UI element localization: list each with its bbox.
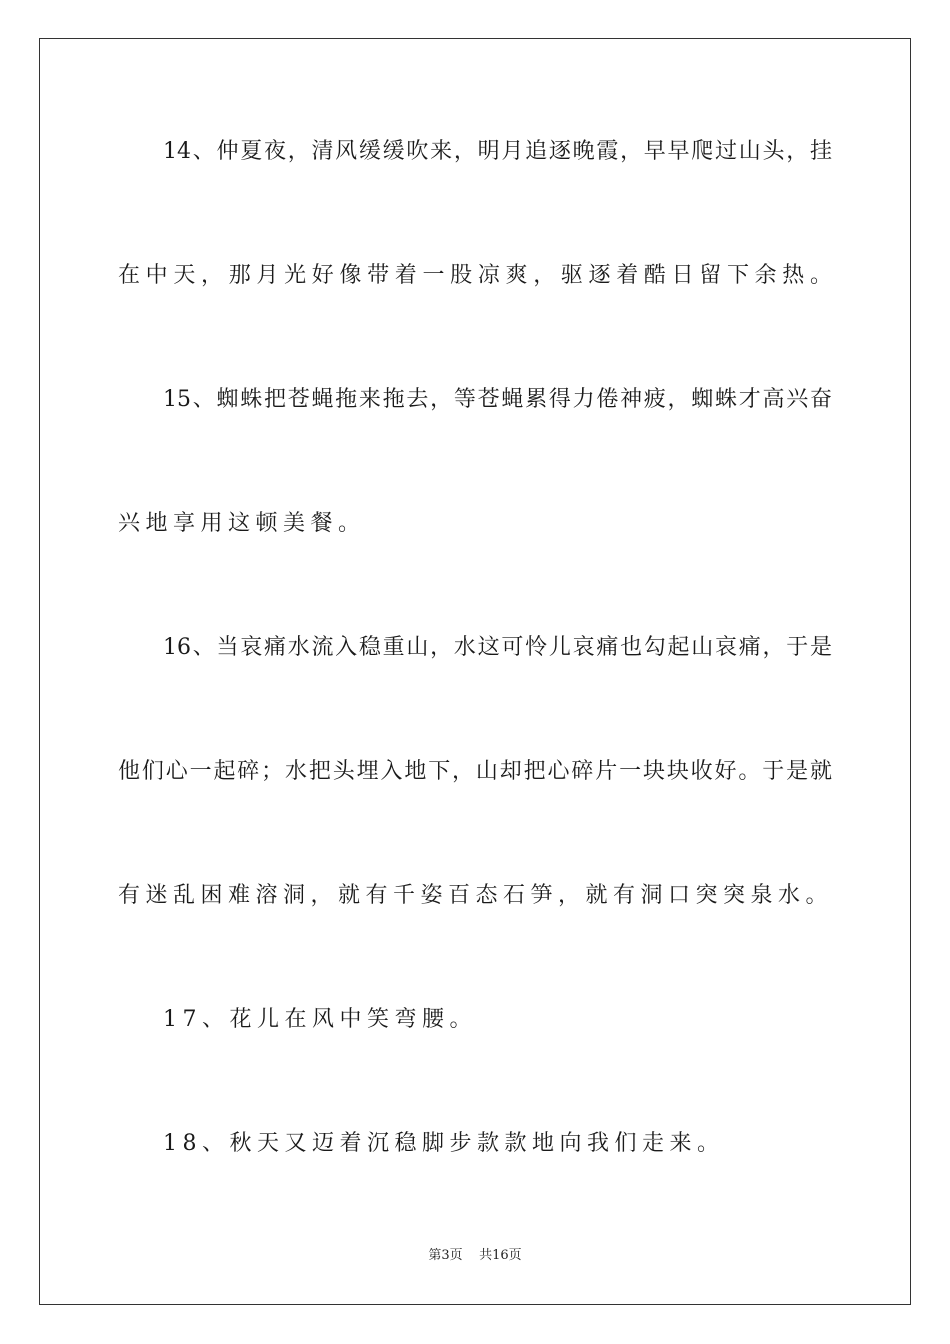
paragraph-15-line-2: 兴地享用这顿美餐。 [118, 511, 366, 536]
paragraph-16-line-3: 有迷乱困难溶洞，就有千姿百态石笋，就有洞口突突泉水。 [118, 883, 834, 908]
paragraph-14-line-2: 在中天，那月光好像带着一股凉爽，驱逐着酷日留下余热。 [118, 263, 832, 288]
page-number: 第3页 [428, 1248, 463, 1263]
page-footer [0, 1247, 950, 1265]
paragraph-16-line-1: 16、当哀痛水流入稳重山，水这可怜儿哀痛也勾起山哀痛，于是 [163, 635, 832, 660]
page-border [39, 38, 911, 1305]
paragraph-14-line-1: 14、仲夏夜，清风缓缓吹来，明月追逐晚霞，早早爬过山头，挂 [163, 139, 832, 164]
paragraph-17-line-1: 17、花儿在风中笑弯腰。 [163, 1007, 477, 1032]
paragraph-18-line-1: 18、秋天又迈着沉稳脚步款款地向我们走来。 [163, 1131, 725, 1156]
paragraph-16-line-2: 他们心一起碎；水把头埋入地下，山却把心碎片一块块收好。于是就 [118, 759, 832, 784]
paragraph-15-line-1: 15、蜘蛛把苍蝇拖来拖去，等苍蝇累得力倦神疲，蜘蛛才高兴奋 [163, 387, 832, 412]
footer-spacer [463, 1248, 480, 1263]
total-pages: 共16页 [479, 1248, 522, 1263]
